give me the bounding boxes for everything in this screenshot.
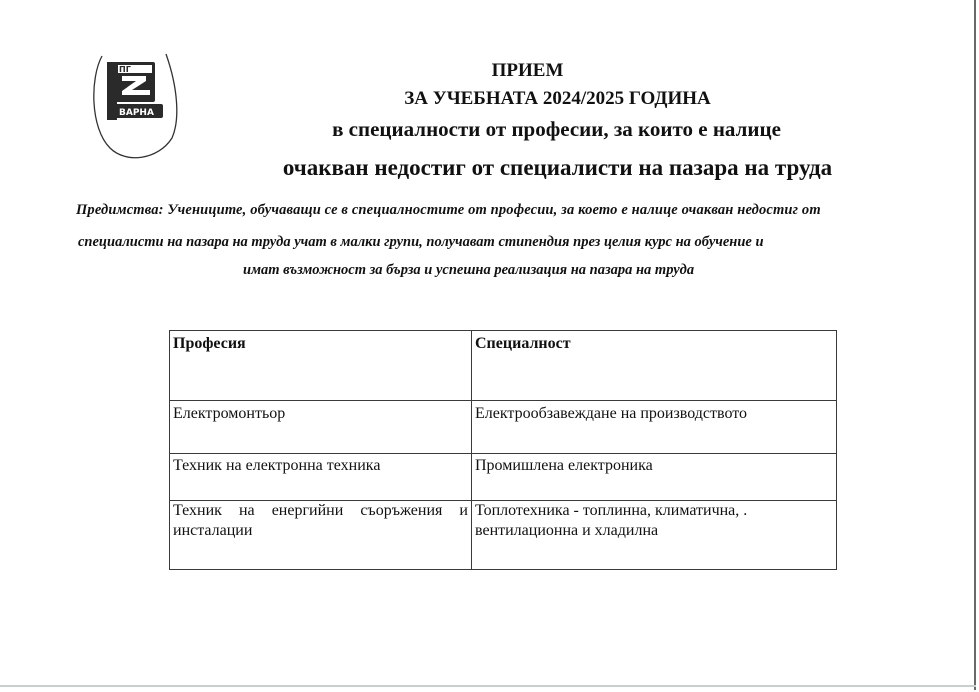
cell-specialty: Електрообзавеждане на производството	[472, 401, 837, 454]
table-row	[170, 501, 837, 570]
header-specialty: Специалност	[472, 331, 837, 401]
cell-profession-line: инсталации	[173, 522, 253, 539]
scan-edge-right	[974, 0, 976, 690]
scan-edge-bottom	[0, 685, 976, 687]
cell-specialty-line: вентилационна и хладилна	[475, 522, 659, 539]
logo-top-text: ПГ	[119, 65, 131, 74]
title-line-3: в специалности от професии, за които е налице	[332, 117, 781, 141]
cell-specialty-line: Топлотехника - топлинна, климатична, .	[475, 502, 748, 519]
cell-profession: Електромонтьор	[170, 401, 472, 454]
cell-specialty: Промишлена електроника	[472, 454, 837, 501]
advantages-line-2: специалисти на пазара на труда учат в малки групи, получават стипендия през целия курс на обучение и	[78, 234, 764, 250]
logo-bottom-text: ВАРНА	[119, 108, 154, 118]
table-row	[170, 454, 837, 501]
cell-specialty	[472, 501, 837, 570]
title-line-4: очакван недостиг от специалисти на пазара на труда	[282, 155, 833, 180]
header-profession: Професия	[170, 331, 472, 401]
cell-profession	[170, 501, 472, 570]
professions-table	[169, 330, 837, 570]
cell-profession: Техник на електронна техника	[170, 454, 472, 501]
advantages-line-1: Предимства: Учениците, обучаващи се в специалностите от професии, за което е налице очакван недостиг от	[76, 202, 821, 218]
cell-profession-line: Техник на енергийни съоръжения и	[173, 502, 468, 519]
table-header-row	[170, 331, 837, 401]
table-row	[170, 401, 837, 454]
advantages-line-3: имат възможност за бърза и успешна реализация на пазара на труда	[243, 262, 695, 278]
title-line-2: ЗА УЧЕБНАТА 2024/2025 ГОДИНА	[404, 88, 711, 109]
title-line-1: ПРИЕМ	[491, 60, 564, 81]
